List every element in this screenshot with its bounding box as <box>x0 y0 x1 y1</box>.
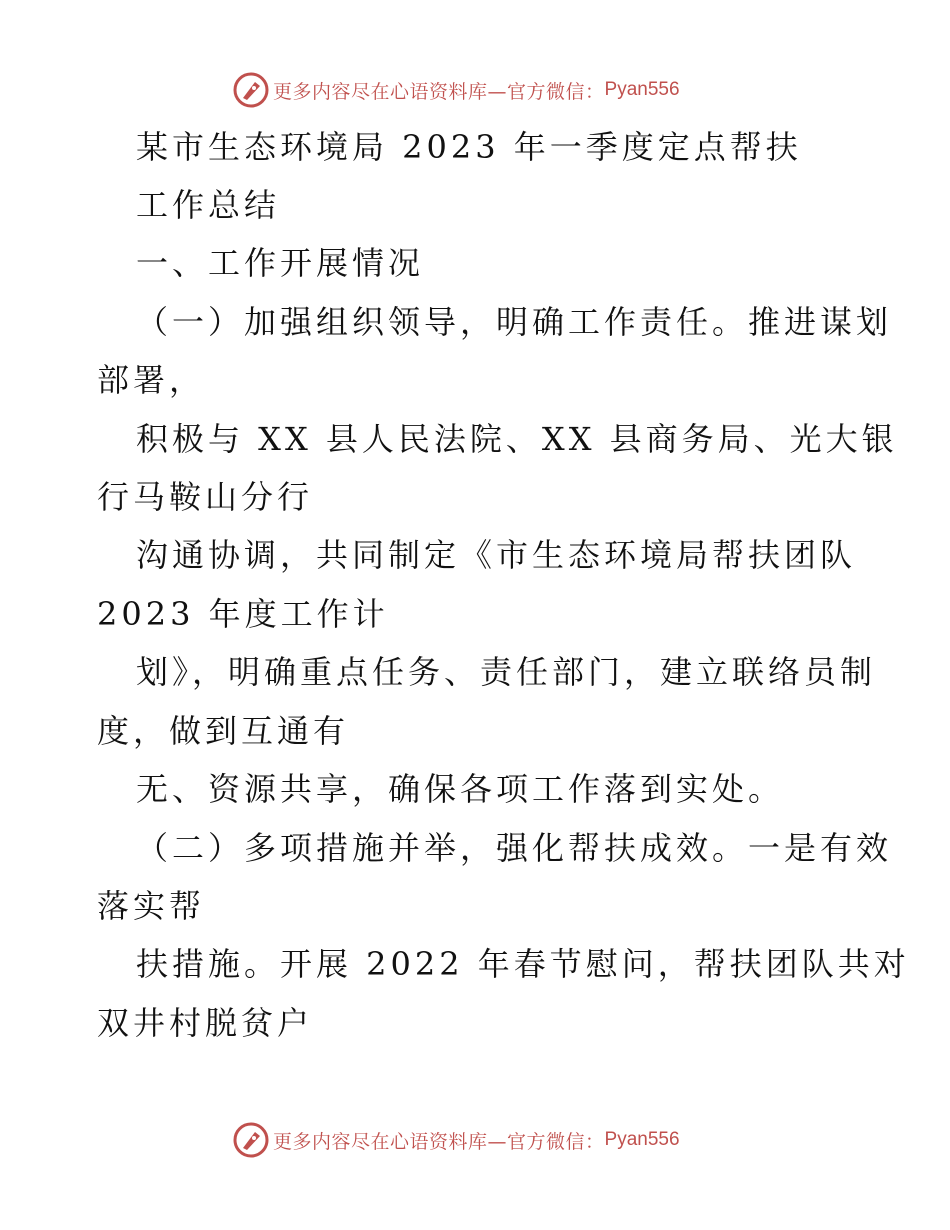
pen-nib-logo-icon <box>233 1122 269 1158</box>
document-title-line-1: 某市生态环境局 2023 年一季度定点帮扶 <box>136 128 802 166</box>
paragraph-line: 行马鞍山分行 <box>97 478 314 516</box>
paragraph-line: 扶措施。开展 2022 年春节慰问，帮扶团队共对 <box>136 945 910 983</box>
paragraph-line: 部署， <box>97 361 206 399</box>
paragraph-line: 沟通协调，共同制定《市生态环境局帮扶团队 <box>136 536 857 574</box>
paragraph-line: 落实帮 <box>97 887 206 925</box>
paragraph-line: （二）多项措施并举，强化帮扶成效。一是有效 <box>136 829 893 867</box>
paragraph-line: 度，做到互通有 <box>97 712 350 750</box>
document-title-line-2: 工作总结 <box>136 186 281 224</box>
paragraph-line: （一）加强组织领导，明确工作责任。推进谋划 <box>136 303 893 341</box>
watermark-id: Pyan556 <box>604 1129 680 1150</box>
watermark-id: Pyan556 <box>604 79 680 100</box>
watermark-text: 更多内容尽在心语资料库—官方微信： <box>273 1130 605 1153</box>
paragraph-line: 积极与 XX 县人民法院、XX 县商务局、光大银 <box>136 420 898 458</box>
paragraph-line: 2023 年度工作计 <box>97 595 389 633</box>
paragraph-line: 划》，明确重点任务、责任部门，建立联络员制 <box>136 653 877 691</box>
section-heading: 一、工作开展情况 <box>136 244 425 282</box>
watermark-text: 更多内容尽在心语资料库—官方微信： <box>273 80 605 103</box>
paragraph-line: 无、资源共享，确保各项工作落到实处。 <box>136 770 785 808</box>
footer-watermark <box>233 1120 713 1160</box>
paragraph-line: 双井村脱贫户 <box>97 1004 314 1042</box>
